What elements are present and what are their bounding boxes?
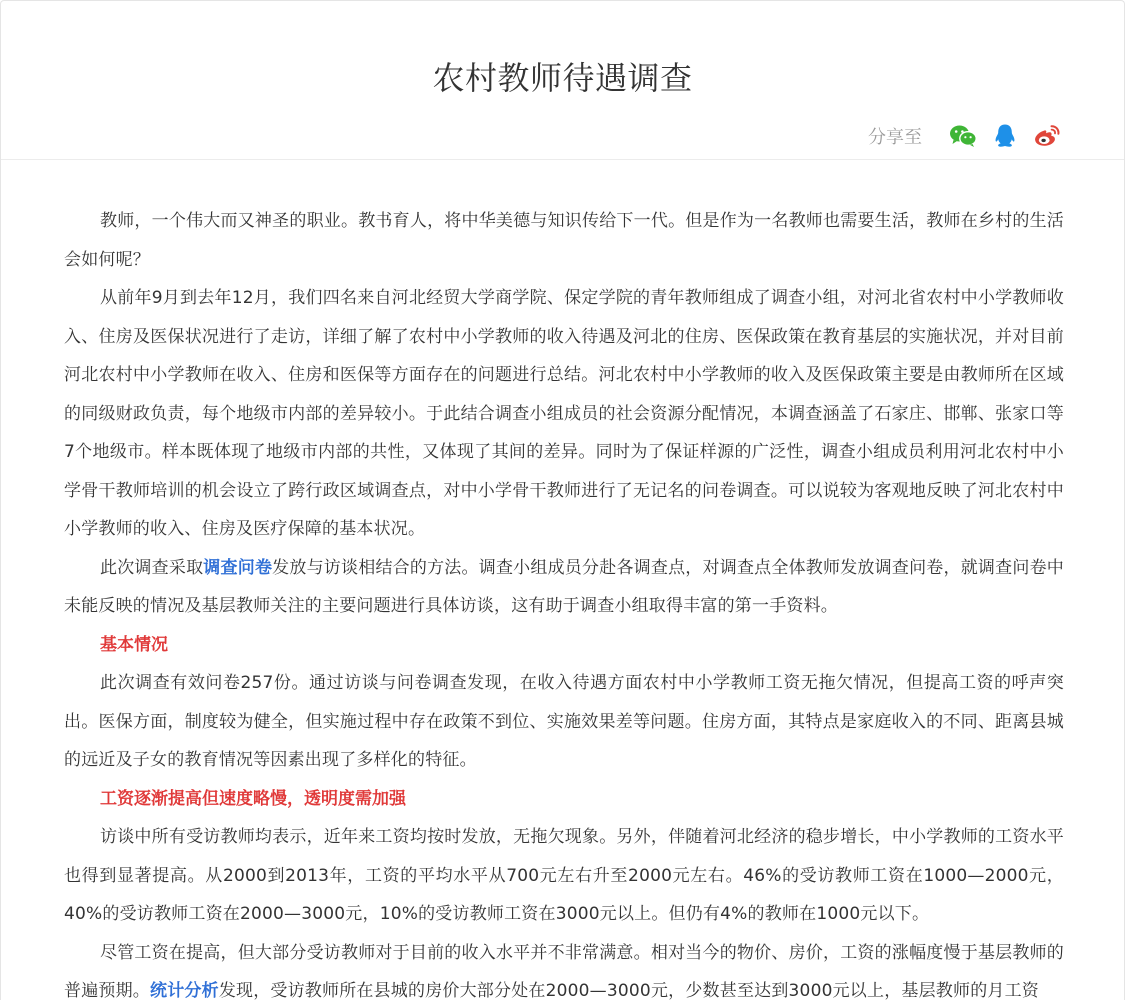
weibo-icon[interactable] [1032, 121, 1062, 151]
method-text-after: 发放与访谈相结合的方法。调查小组成员分赴各调查点，对调查点全体教师发放调查问卷，就调查问卷中未能反映的情况及基层教师关注的主要问题进行具体访谈，这有助于调查小组取得丰富的第一手资料。 [64, 557, 1064, 616]
section-heading-salary: 工资逐渐提高但速度略慢，透明度需加强 [100, 788, 406, 809]
qq-icon[interactable] [990, 121, 1020, 151]
satisfaction-text-before: 尽管工资在提高，但大部分受访教师对于目前的收入水平并不非常满意。相对当今的物价、房价，工资的涨幅度慢于基层教师的普遍预期。 [64, 942, 1064, 1000]
article-header [1, 1, 1124, 160]
satisfaction-text-after: 发现，受访教师所在县城的房价大部分处在2000—3000元，少数甚至达到3000元以上，基层教师的月工资 [218, 981, 1040, 1000]
method-paragraph [64, 549, 1064, 626]
share-label: 分享至 [868, 127, 922, 148]
section-heading-basic: 基本情况 [100, 634, 168, 655]
article-title: 农村教师待遇调查 [432, 59, 693, 97]
wechat-icon[interactable] [948, 121, 978, 151]
basic-paragraph: 此次调查有效问卷257份。通过访谈与问卷调查发现，在收入待遇方面农村中小学教师工资无拖欠情况，但提高工资的呼声突出。医保方面，制度较为健全，但实施过程中存在政策不到位、实施效果差等问题。住房方面，其特点是家庭收入的不同、距离县城的远近及子女的教育情况等因素出现了多样化的特征。 [64, 673, 1064, 770]
survey-questionnaire-link[interactable]: 调查问卷 [203, 557, 273, 578]
salary-paragraph: 访谈中所有受访教师均表示，近年来工资均按时发放，无拖欠现象。另外，伴随着河北经济的稳步增长，中小学教师的工资水平也得到显著提高。从2000到2013年，工资的平均水平从700元左右升至2000元左右。46%的受访教师工资在1000—2000元，40%的受访教师工资在2000—3000元，10%的受访教师工资在3000元以上。但仍有4%的教师在1000元以下。 [64, 827, 1064, 924]
share-bar [868, 121, 1062, 151]
article-body [64, 202, 1064, 1000]
background-paragraph: 从前年9月到去年12月，我们四名来自河北经贸大学商学院、保定学院的青年教师组成了调查小组，对河北省农村中小学教师收入、住房及医保状况进行了走访，详细了解了农村中小学教师的收入待遇及河北的住房、医保政策在教育基层的实施状况，并对目前河北农村中小学教师在收入、住房和医保等方面存在的问题进行总结。河北农村中小学教师的收入及医保政策主要是由教师所在区域的同级财政负责，每个地级市内部的差异较小。于此结合调查小组成员的社会资源分配情况，本调查涵盖了石家庄、邯郸、张家口等7个地级市。样本既体现了地级市内部的共性，又体现了其间的差异。同时为了保证样源的广泛性，调查小组成员利用河北农村中小学骨干教师培训的机会设立了跨行政区域调查点，对中小学骨干教师进行了无记名的问卷调查。可以说较为客观地反映了河北农村中小学教师的收入、住房及医疗保障的基本状况。 [64, 288, 1064, 539]
method-text-before: 此次调查采取 [100, 557, 204, 578]
intro-paragraph: 教师，一个伟大而又神圣的职业。教书育人，将中华美德与知识传给下一代。但是作为一名教师也需要生活，教师在乡村的生活会如何呢？ [64, 211, 1064, 270]
satisfaction-paragraph [64, 934, 1064, 1000]
statistical-analysis-link[interactable]: 统计分析 [150, 981, 219, 1000]
